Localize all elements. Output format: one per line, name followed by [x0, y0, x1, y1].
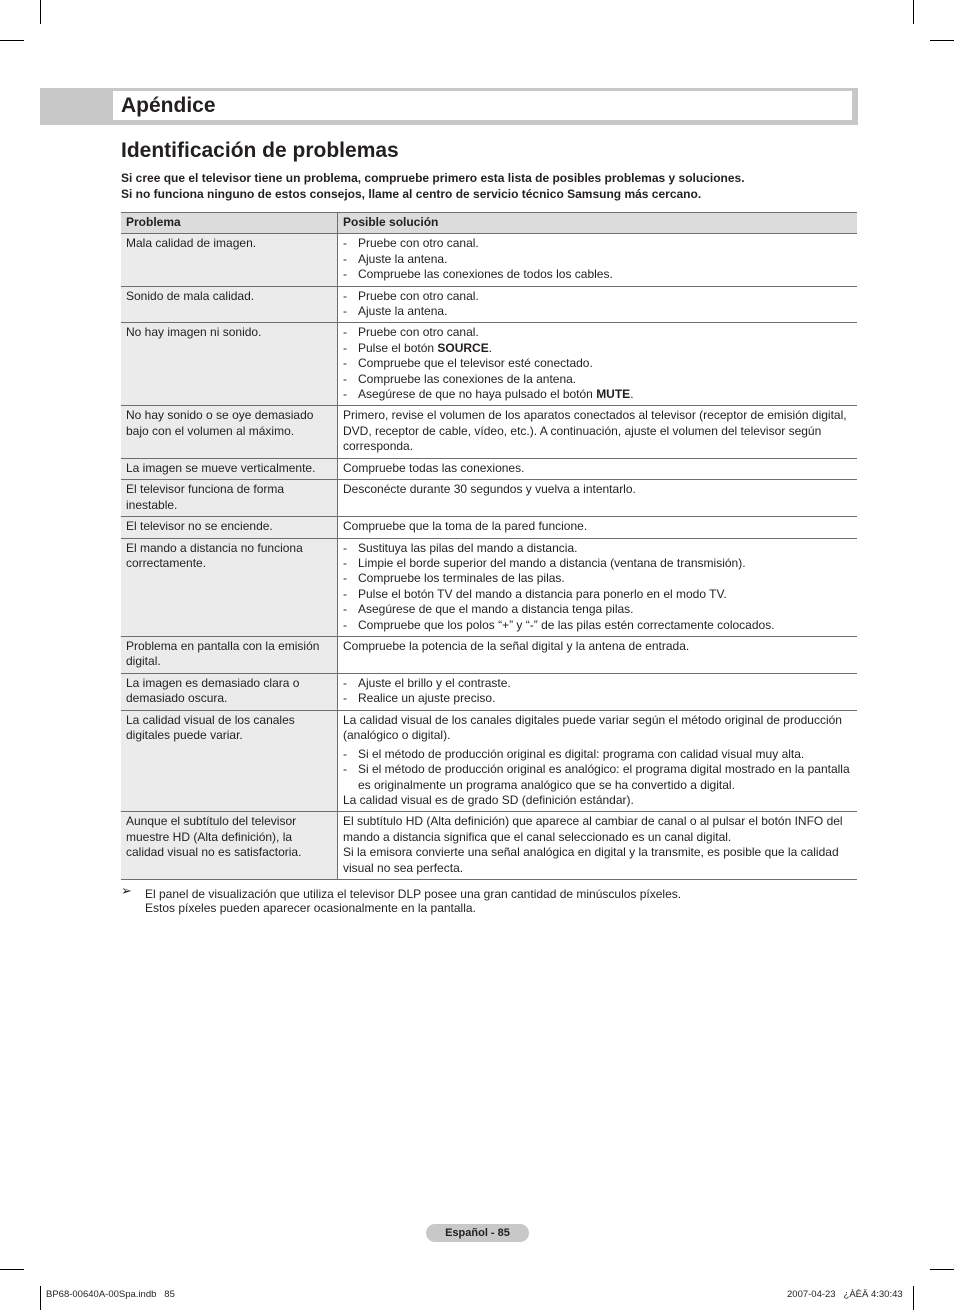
problem-cell: Sonido de mala calidad. — [121, 286, 338, 323]
problem-cell: El televisor funciona de forma inestable. — [121, 480, 338, 517]
intro-line: Si no funciona ninguno de estos consejos, llame al centro de servicio técnico Samsung más cercano. — [121, 187, 702, 201]
crop-mark — [913, 1286, 914, 1310]
table-row — [121, 286, 857, 323]
problem-cell: El televisor no se enciende. — [121, 517, 338, 538]
file-info: BP68-00640A-00Spa.indb 85 — [46, 1289, 175, 1300]
list-item: - Pruebe con otro canal. — [343, 236, 852, 251]
section-title: Apéndice — [121, 94, 216, 117]
list-item-text: Pulse el botón — [358, 340, 438, 355]
solution-cell: Primero, revise el volumen de los aparatos conectados al televisor (receptor de emisión digital, DVD, receptor de cable, vídeo, etc.). A continuación, ajuste el volumen del televisor según corresponda. — [338, 406, 858, 458]
solution-list — [343, 289, 852, 320]
section-header-box — [113, 91, 852, 120]
list-item — [343, 341, 852, 356]
list-item: - Si el método de producción original es digital: programa con calidad visual muy alta. — [343, 747, 852, 762]
crop-mark — [0, 1269, 24, 1270]
solution-list — [343, 747, 852, 793]
list-item-text: Asegúrese de que no haya pulsado el botón — [358, 387, 597, 402]
list-item: - Pruebe con otro canal. — [343, 325, 852, 340]
list-item: - Ajuste la antena. — [343, 304, 852, 319]
list-item: - Sustituya las pilas del mando a distancia. — [343, 541, 852, 556]
list-item: - Si el método de producción original es analógico: el programa digital mostrado en la pantalla es originalmente un programa analógico que se ha convertido a digital. — [343, 762, 852, 793]
intro-line: Si cree que el televisor tiene un problema, compruebe primero esta lista de posibles problemas y soluciones. — [121, 171, 745, 185]
list-item: - Pruebe con otro canal. — [343, 289, 852, 304]
solution-text: La calidad visual de los canales digitales puede variar según el método original de producción (analógico o digital). — [343, 712, 842, 743]
table-row — [121, 323, 857, 406]
problem-cell: La calidad visual de los canales digitales puede variar. — [121, 710, 338, 811]
solution-cell — [338, 710, 858, 811]
solution-list — [343, 325, 852, 402]
list-item — [343, 387, 852, 402]
table-row — [121, 812, 857, 880]
solution-list — [343, 236, 852, 282]
list-item: - Ajuste el brillo y el contraste. — [343, 676, 852, 691]
table-header-row — [121, 213, 857, 234]
problem-cell: No hay sonido o se oye demasiado bajo con el volumen al máximo. — [121, 406, 338, 458]
crop-mark — [40, 1286, 41, 1310]
table-row — [121, 636, 857, 673]
page-title: Identificación de problemas — [121, 139, 399, 162]
list-item: - Compruebe los terminales de las pilas. — [343, 571, 852, 586]
solution-cell — [338, 538, 858, 636]
list-item: - Ajuste la antena. — [343, 252, 852, 267]
solution-cell: Compruebe todas las conexiones. — [338, 458, 858, 479]
intro-text — [121, 170, 745, 202]
crop-mark — [913, 0, 914, 24]
mute-button-label: MUTE — [596, 387, 631, 402]
problem-cell: Mala calidad de imagen. — [121, 234, 338, 286]
table-row — [121, 480, 857, 517]
list-item: - Pulse el botón TV del mando a distancia para ponerlo en el modo TV. — [343, 587, 852, 602]
source-button-label: SOURCE — [437, 340, 489, 355]
list-item: - Compruebe que el televisor esté conectado. — [343, 356, 852, 371]
crop-mark — [0, 40, 24, 41]
table-row — [121, 458, 857, 479]
problem-cell: La imagen se mueve verticalmente. — [121, 458, 338, 479]
solution-cell — [338, 286, 858, 323]
solution-text: La calidad visual es de grado SD (definición estándar). — [343, 792, 634, 807]
solution-cell — [338, 323, 858, 406]
solution-cell: Compruebe la potencia de la señal digital y la antena de entrada. — [338, 636, 858, 673]
problem-cell: Problema en pantalla con la emisión digital. — [121, 636, 338, 673]
crop-mark — [40, 0, 41, 24]
table-row — [121, 234, 857, 286]
solution-cell: Desconécte durante 30 segundos y vuelva a intentarlo. — [338, 480, 858, 517]
troubleshooting-table — [121, 212, 857, 880]
crop-mark — [930, 40, 954, 41]
note-line: Estos píxeles pueden aparecer ocasionalmente en la pantalla. — [145, 901, 476, 915]
list-item: - Compruebe las conexiones de la antena. — [343, 372, 852, 387]
page-number-badge: Español - 85 — [426, 1224, 529, 1242]
table-row — [121, 673, 857, 710]
list-item: - Asegúrese de que el mando a distancia tenga pilas. — [343, 602, 852, 617]
column-header-problem: Problema — [121, 213, 338, 234]
problem-cell: La imagen es demasiado clara o demasiado oscura. — [121, 673, 338, 710]
solution-list — [343, 676, 852, 707]
solution-cell — [338, 234, 858, 286]
crop-mark — [930, 1269, 954, 1270]
table-row — [121, 517, 857, 538]
solution-cell — [338, 812, 858, 880]
column-header-solution: Posible solución — [338, 213, 858, 234]
list-item: - Compruebe las conexiones de todos los cables. — [343, 267, 852, 282]
solution-text: El subtítulo HD (Alta definición) que aparece al cambiar de canal o al pulsar el botón INFO del mando a distancia significa que el canal seleccionado es un canal digital. — [343, 814, 843, 844]
note-text — [145, 887, 681, 915]
arrow-icon: ➢ — [121, 883, 132, 898]
table-row — [121, 710, 857, 811]
solution-cell: Compruebe que la toma de la pared funcione. — [338, 517, 858, 538]
list-item: - Limpie el borde superior del mando a distancia (ventana de transmisión). — [343, 556, 852, 571]
problem-cell: No hay imagen ni sonido. — [121, 323, 338, 406]
print-timestamp: 2007-04-23 ¿ÀÈÄ 4:30:43 — [787, 1289, 903, 1300]
solution-cell — [338, 673, 858, 710]
note-line: El panel de visualización que utiliza el televisor DLP posee una gran cantidad de minúsculos píxeles. — [145, 887, 682, 901]
problem-cell: El mando a distancia no funciona correctamente. — [121, 538, 338, 636]
list-item-text: . — [630, 387, 634, 402]
problem-cell: Aunque el subtítulo del televisor muestre HD (Alta definición), la calidad visual no es satisfactoria. — [121, 812, 338, 880]
list-item: - Realice un ajuste preciso. — [343, 691, 852, 706]
list-item: - Compruebe que los polos “+” y “-” de las pilas estén correctamente colocados. — [343, 618, 852, 633]
table-row — [121, 538, 857, 636]
solution-list — [343, 541, 852, 633]
solution-text: Si la emisora convierte una señal analógica en digital y la transmite, es posible que la calidad visual no sea perfecta. — [343, 845, 839, 875]
list-item-text: . — [488, 340, 493, 355]
table-row — [121, 406, 857, 458]
